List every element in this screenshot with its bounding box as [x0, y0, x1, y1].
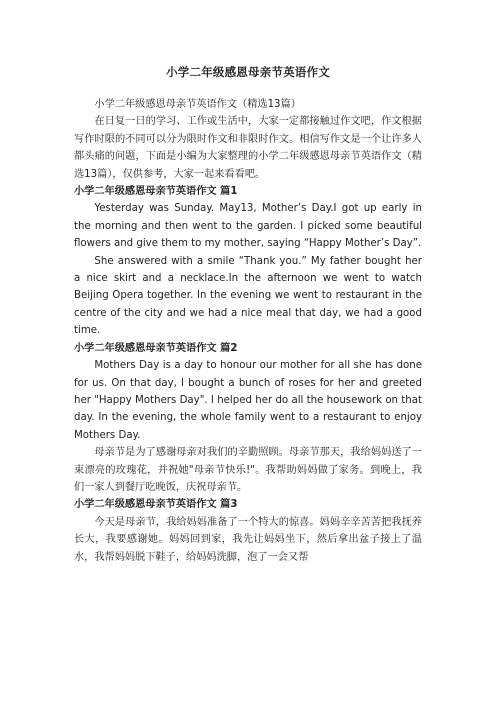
document-title: 小学二年级感恩母亲节英语作文 — [166, 65, 330, 79]
section-1-paragraph-2: She answered with a smile “Thank you.” My father bought her a nice skirt and a necklace.In the afternoon we went to watch Beijing Opera together. In the evening we went to restaurant in the centre of the city and we had a nice meal that day, we had a good time. — [74, 255, 422, 337]
section-2-paragraph-2: 母亲节是为了感谢母亲对我们的辛勤照顾。母亲节那天，我给妈妈送了一束漂亮的玫瑰花，并祝她"母亲节快乐!"。我帮助妈妈做了家务。到晚上，我们一家人到餐厅吃晚饭，庆祝母亲节。 — [74, 447, 422, 493]
section-3-paragraph-1: 今天是母亲节，我给妈妈准备了一个特大的惊喜。妈妈辛辛苦苦把我抚养长大，我要感谢她。妈妈回到家，我先让妈妈坐下，然后拿出盆子接上了温水，我帮妈妈脱下鞋子，给妈妈洗脚，泡了一会又帮 — [74, 516, 422, 563]
intro-subtitle: 小学二年级感恩母亲节英语作文（精选13篇） — [94, 99, 301, 110]
intro-paragraph: 在日复一日的学习、工作或生活中，大家一定都接触过作文吧，作文根据写作时限的不同可以分为限时作文和非限时作文。相信写作文是一个让许多人都头痛的问题，下面是小编为大家整理的小学二年级感恩母亲节英语作文（精选13篇），仅供参考，大家一起来看看吧。 — [74, 116, 422, 180]
section-1-paragraph-1: Yesterday was Sunday. May13, Mother’s Day.I got up early in the morning and then went to the garden. I picked some beautiful flowers and give them to my mother, saying “Happy Mother’s Day”. — [74, 203, 422, 250]
section-heading-1: 小学二年级感恩母亲节英语作文 篇1 — [74, 186, 238, 198]
section-heading-3: 小学二年级感恩母亲节英语作文 篇3 — [74, 499, 238, 511]
section-heading-2: 小学二年级感恩母亲节英语作文 篇2 — [74, 342, 238, 354]
section-2-paragraph-1: Mothers Day is a day to honour our mother for all she has done for us. On that day, I bought a bunch of roses for her and greeted her "Happy Mothers Day". I helped her do all the housework on that day. In the evening, the whole family went to a restaurant to enjoy Mothers Day. — [74, 360, 422, 441]
document-body — [74, 96, 422, 566]
